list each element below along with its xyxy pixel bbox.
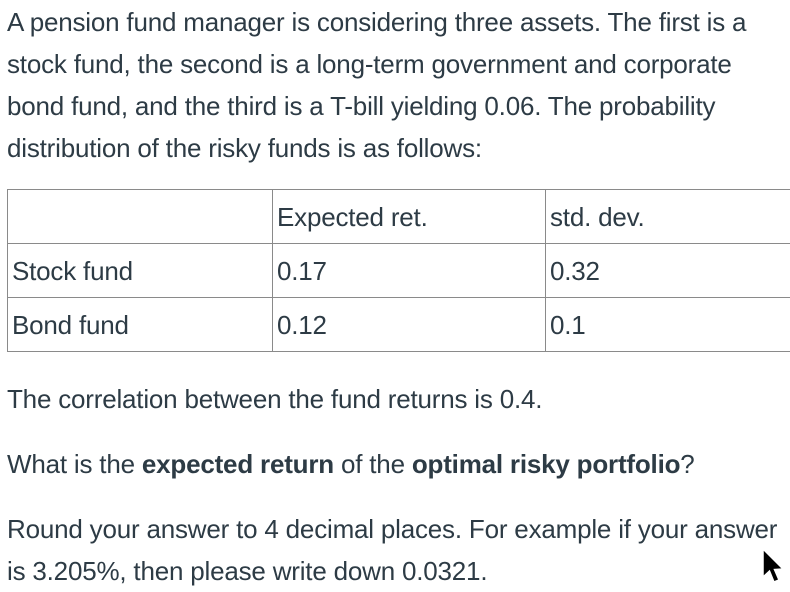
question-prompt bbox=[7, 443, 778, 485]
question-intro: A pension fund manager is considering three assets. The first is a stock fund, the second is a long-term government and corporate bond fund, and the third is a T-bill yielding 0.06. The probability distribution of the risky funds is as follows: bbox=[7, 1, 778, 169]
funds-table bbox=[7, 189, 790, 352]
prompt-part2: of the bbox=[334, 449, 412, 479]
rounding-instructions: Round your answer to 4 decimal places. For example if your answer is 3.205%, then please write down 0.0321. bbox=[7, 508, 778, 592]
stock-fund-std-dev: 0.32 bbox=[546, 244, 790, 298]
stock-fund-expected-ret: 0.17 bbox=[273, 244, 546, 298]
table-header-std-dev: std. dev. bbox=[546, 190, 790, 244]
prompt-bold-expected-return: expected return bbox=[142, 449, 334, 479]
table-header-empty bbox=[8, 190, 273, 244]
table-header-expected-ret: Expected ret. bbox=[273, 190, 546, 244]
stock-fund-label: Stock fund bbox=[8, 244, 273, 298]
table-header-row bbox=[8, 190, 790, 244]
prompt-bold-optimal-risky-portfolio: optimal risky portfolio bbox=[412, 449, 680, 479]
prompt-part3: ? bbox=[680, 449, 694, 479]
prompt-part1: What is the bbox=[7, 449, 142, 479]
bond-fund-label: Bond fund bbox=[8, 298, 273, 352]
bond-fund-std-dev: 0.1 bbox=[546, 298, 790, 352]
correlation-text: The correlation between the fund returns is 0.4. bbox=[7, 378, 778, 420]
table-row-bond-fund bbox=[8, 298, 790, 352]
table-row-stock-fund bbox=[8, 244, 790, 298]
bond-fund-expected-ret: 0.12 bbox=[273, 298, 546, 352]
